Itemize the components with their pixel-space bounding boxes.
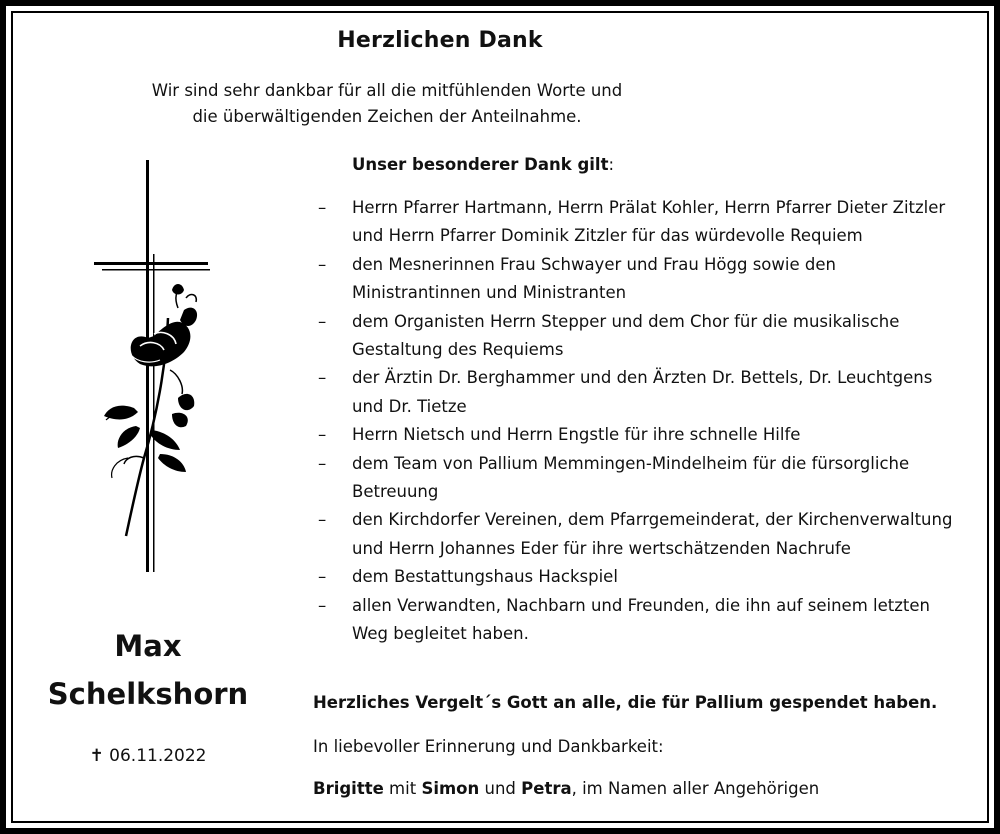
signature-rest: , im Namen aller Angehörigen xyxy=(571,779,820,798)
special-heading-colon: : xyxy=(608,155,615,174)
death-date-text: 06.11.2022 xyxy=(103,746,207,766)
list-item xyxy=(318,506,958,563)
deceased-first-name: Max xyxy=(114,629,182,663)
intro-line-2: die überwältigenden Zeichen der Anteilnahme. xyxy=(192,107,582,126)
dash-bullet: – xyxy=(318,453,327,473)
list-item xyxy=(318,450,958,507)
list-item xyxy=(318,364,958,421)
dash-bullet: – xyxy=(318,510,327,530)
death-date xyxy=(90,746,207,766)
list-item xyxy=(318,251,958,308)
donation-thanks: Herzliches Vergelt´s Gott an alle, die für Pallium gespendet haben. xyxy=(313,693,938,712)
rose-icon xyxy=(104,284,197,536)
remembrance-line: In liebevoller Erinnerung und Dankbarkeit: xyxy=(313,737,664,756)
list-item-text: dem Bestattungshaus Hackspiel xyxy=(352,567,618,587)
dash-bullet: – xyxy=(318,425,327,445)
list-item-text: Herrn Pfarrer Hartmann, Herrn Prälat Kohler, Herrn Pfarrer Dieter Zitzler und Herrn Pfarrer Dominik Zitzler für das würdevolle Requiem xyxy=(352,198,946,246)
signature-connector: und xyxy=(479,779,522,798)
special-thanks-heading xyxy=(352,155,614,174)
special-heading-text: Unser besonderer Dank gilt xyxy=(352,155,609,174)
list-item xyxy=(318,421,958,449)
signer-name-3: Petra xyxy=(521,779,572,798)
cross-icon xyxy=(88,158,218,578)
list-item xyxy=(318,194,958,251)
intro-line-1: Wir sind sehr dankbar für all die mitfühlenden Worte und xyxy=(151,81,623,100)
list-item xyxy=(318,592,958,649)
list-item-text: den Kirchdorfer Vereinen, dem Pfarrgemeinderat, der Kirchenverwaltung und Herrn Johannes Eder für ihre wertschätzenden Nachrufe xyxy=(352,510,953,558)
death-cross-icon: ✝ xyxy=(89,746,104,766)
list-item-text: den Mesnerinnen Frau Schwayer und Frau Högg sowie den Ministrantinnen und Ministranten xyxy=(352,254,836,303)
dash-bullet: – xyxy=(318,595,327,615)
list-item xyxy=(318,308,958,365)
signer-name-2: Simon xyxy=(421,779,480,798)
list-item-text: Herrn Nietsch und Herrn Engstle für ihre schnelle Hilfe xyxy=(352,425,801,445)
thanks-list xyxy=(318,194,958,649)
signer-name-1: Brigitte xyxy=(313,779,384,798)
dash-bullet: – xyxy=(318,254,327,274)
deceased-last-name: Schelkshorn xyxy=(47,677,249,711)
signature-connector: mit xyxy=(383,779,422,798)
dash-bullet: – xyxy=(318,368,327,388)
signature-line xyxy=(313,779,819,798)
intro-text xyxy=(87,78,687,130)
list-item-text: dem Team von Pallium Memmingen-Mindelheim für die fürsorgliche Betreuung xyxy=(352,453,910,502)
dash-bullet: – xyxy=(318,567,327,587)
list-item-text: der Ärztin Dr. Berghammer und den Ärzten Dr. Bettels, Dr. Leuchtgens und Dr. Tietze xyxy=(352,368,933,416)
list-item-text: dem Organisten Herrn Stepper und dem Chor für die musikalische Gestaltung des Requiems xyxy=(352,311,900,360)
page-title: Herzlichen Dank xyxy=(337,28,543,53)
list-item xyxy=(318,563,958,591)
dash-bullet: – xyxy=(318,311,327,331)
list-item-text: allen Verwandten, Nachbarn und Freunden, die ihn auf seinem letzten Weg begleitet haben. xyxy=(352,595,930,644)
dash-bullet: – xyxy=(318,198,327,217)
